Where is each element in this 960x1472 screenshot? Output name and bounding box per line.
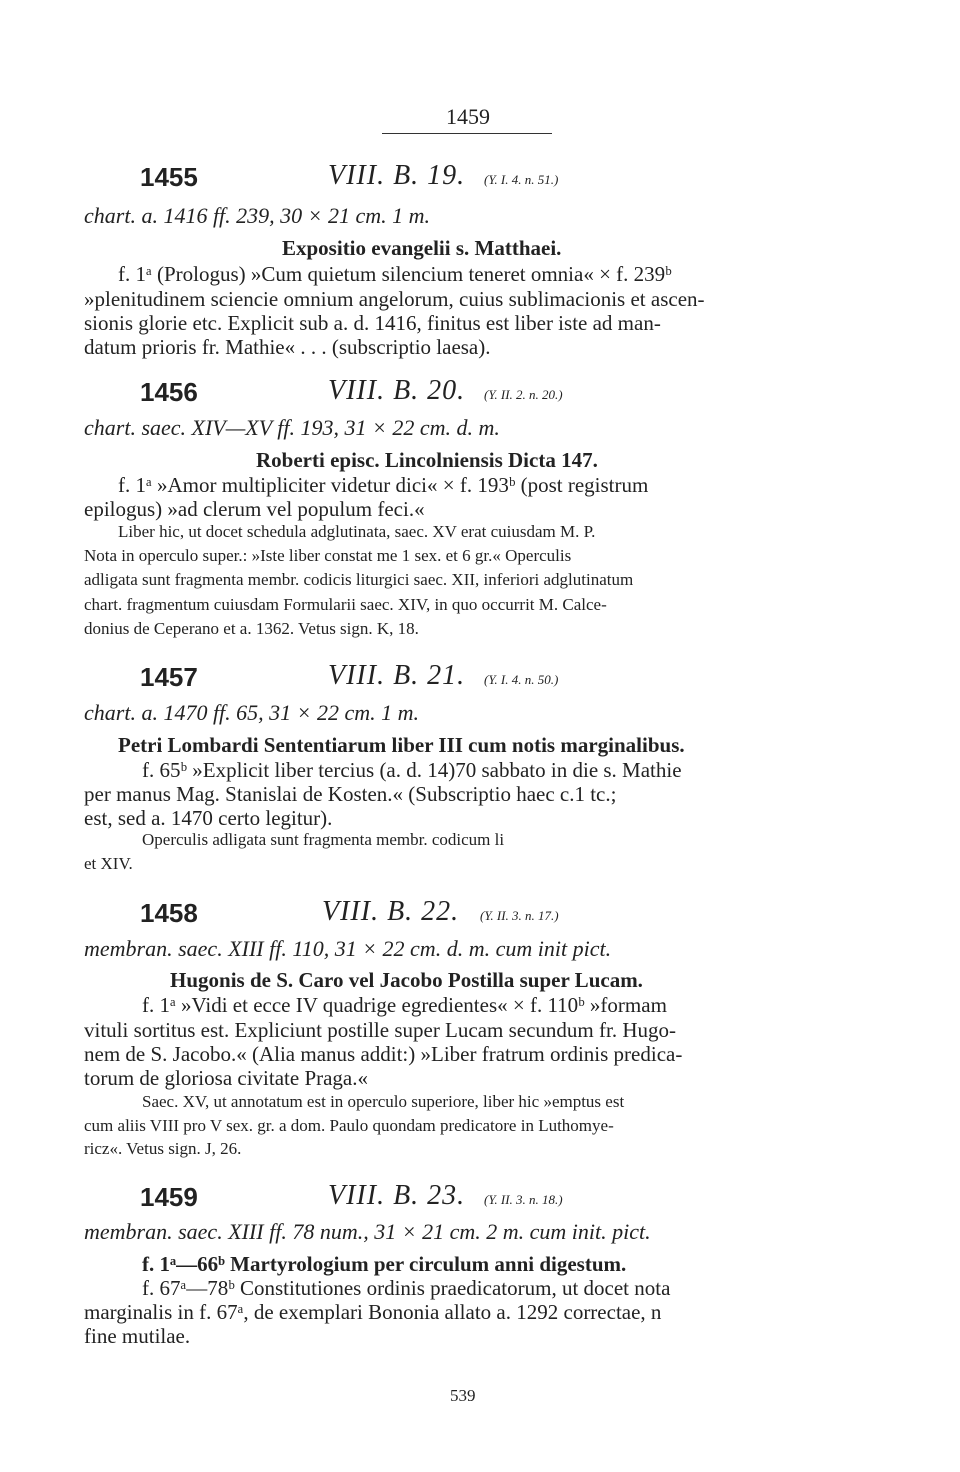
shelf-signature: VIII. B. 20.	[328, 375, 466, 406]
note-line: donius de Ceperano et a. 1362. Vetus sign. K, 18.	[84, 619, 419, 638]
entry-number: 1459	[140, 1182, 198, 1212]
codex-description: chart. a. 1470 ff. 65, 31 × 22 cm. 1 m.	[84, 700, 420, 725]
codex-description: chart. saec. XIV—XV ff. 193, 31 × 22 cm. d. m.	[84, 415, 500, 440]
text-line: f. 1ᵃ (Prologus) »Cum quietum silencium teneret omnia« × f. 239ᵇ	[118, 262, 672, 286]
text-line: f. 67ᵃ—78ᵇ Constitutiones ordinis praedicatorum, ut docet nota	[142, 1276, 671, 1300]
work-title: Hugonis de S. Caro vel Jacobo Postilla super Lucam.	[170, 968, 643, 992]
entry-number: 1456	[140, 377, 198, 407]
note-line: Liber hic, ut docet schedula adglutinata, saec. XV erat cuiusdam M. P.	[118, 522, 596, 541]
running-head: 1459	[446, 104, 490, 129]
header-rule	[382, 133, 552, 134]
text-line: epilogus) »ad clerum vel populum feci.«	[84, 497, 425, 521]
entry-number: 1458	[140, 898, 198, 928]
old-signature: (Y. I. 4. n. 50.)	[484, 672, 559, 687]
text-line: marginalis in f. 67ᵃ, de exemplari Bononia allato a. 1292 correctae, n	[84, 1300, 662, 1324]
text-line: f. 1ᵃ »Vidi et ecce IV quadrige egredientes« × f. 110ᵇ »formam	[142, 993, 667, 1017]
note-line: Saec. XV, ut annotatum est in operculo superiore, liber hic »emptus est	[142, 1092, 625, 1111]
text-line: fine mutilae.	[84, 1324, 191, 1348]
text-line: f. 1ᵃ »Amor multipliciter videtur dici« × f. 193ᵇ (post registrum	[118, 473, 649, 497]
text-line: sionis glorie etc. Explicit sub a. d. 1416, finitus est liber iste ad man-	[84, 311, 661, 335]
text-line: nem de S. Jacobo.« (Alia manus addit:) »Liber fratrum ordinis predica-	[84, 1042, 683, 1066]
entry-number: 1455	[140, 162, 198, 192]
codex-description: membran. saec. XIII ff. 78 num., 31 × 21 cm. 2 m. cum init. pict.	[84, 1219, 651, 1244]
old-signature: (Y. I. 4. n. 51.)	[484, 172, 559, 187]
shelf-signature: VIII. B. 23.	[328, 1180, 466, 1211]
text-line: est, sed a. 1470 certo legitur).	[84, 806, 333, 830]
text-line: per manus Mag. Stanislai de Kosten.« (Subscriptio haec c.1 tc.;	[84, 782, 617, 806]
text-line: f. 1ᵃ—66ᵇ Martyrologium per circulum anni digestum.	[142, 1252, 627, 1276]
work-title: Expositio evangelii s. Matthaei.	[282, 236, 562, 260]
codex-description: membran. saec. XIII ff. 110, 31 × 22 cm. d. m. cum init pict.	[84, 936, 612, 961]
work-title: Roberti episc. Lincolniensis Dicta 147.	[256, 448, 598, 472]
note-line: Operculis adligata sunt fragmenta membr. codicum li	[142, 830, 505, 849]
text-line: f. 65ᵇ »Explicit liber tercius (a. d. 14)70 sabbato in die s. Mathie	[142, 758, 682, 782]
entry-number: 1457	[140, 662, 198, 692]
shelf-signature: VIII. B. 22.	[322, 896, 460, 927]
text-line: vituli sortitus est. Expliciunt postille super Lucam secundum fr. Hugo-	[84, 1018, 676, 1042]
note-line: Nota in operculo super.: »Iste liber constat me 1 sex. et 6 gr.« Operculis	[84, 546, 572, 565]
old-signature: (Y. II. 2. n. 20.)	[484, 387, 563, 402]
text-line: torum de gloriosa civitate Praga.«	[84, 1066, 369, 1090]
old-signature: (Y. II. 3. n. 17.)	[480, 908, 559, 923]
shelf-signature: VIII. B. 19.	[328, 160, 466, 191]
note-line: adligata sunt fragmenta membr. codicis liturgici saec. XII, inferiori adglutinatum	[84, 570, 634, 589]
page-folio: 539	[450, 1386, 476, 1405]
note-line: ricz«. Vetus sign. J, 26.	[84, 1139, 242, 1158]
shelf-signature: VIII. B. 21.	[328, 660, 466, 691]
note-line: chart. fragmentum cuiusdam Formularii saec. XIV, in quo occurrit M. Calce-	[84, 595, 607, 614]
old-signature: (Y. II. 3. n. 18.)	[484, 1192, 563, 1207]
work-title: Petri Lombardi Sententiarum liber III cum notis marginalibus.	[118, 733, 685, 757]
text-line: »plenitudinem sciencie omnium angelorum, cuius sublimacionis et ascen-	[84, 287, 705, 311]
note-line: et XIV.	[84, 854, 133, 873]
codex-description: chart. a. 1416 ff. 239, 30 × 21 cm. 1 m.	[84, 203, 431, 228]
note-line: cum aliis VIII pro V sex. gr. a dom. Paulo quondam predicatore in Luthomye-	[84, 1116, 614, 1135]
text-line: datum prioris fr. Mathie« . . . (subscriptio laesa).	[84, 335, 491, 359]
